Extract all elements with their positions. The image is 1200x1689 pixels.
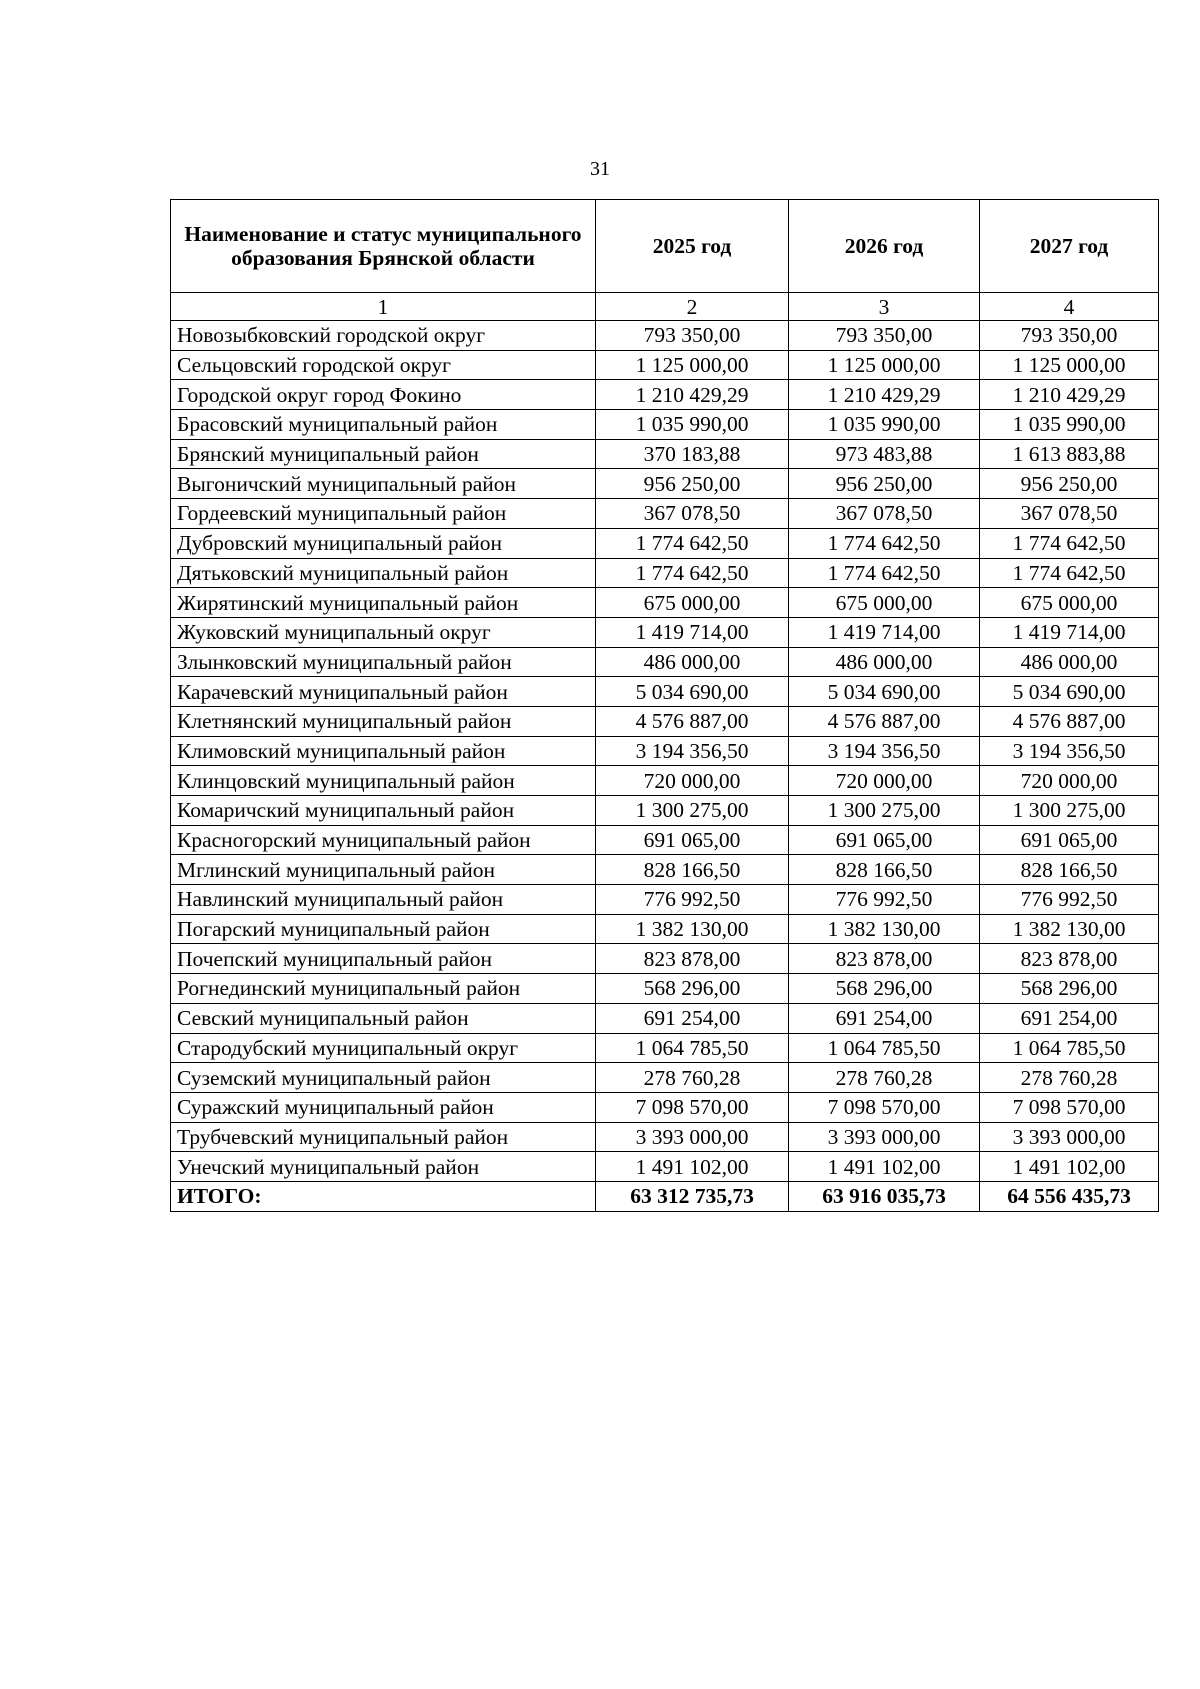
value-2025-cell: 1 064 785,50 <box>596 1033 789 1063</box>
table-row <box>171 1033 1159 1063</box>
value-2026-cell: 691 254,00 <box>789 1003 980 1033</box>
table-row <box>171 1152 1159 1182</box>
total-label: ИТОГО: <box>171 1181 596 1211</box>
value-2027-cell: 1 035 990,00 <box>980 410 1159 440</box>
value-2027-cell: 3 393 000,00 <box>980 1122 1159 1152</box>
value-2026-cell: 691 065,00 <box>789 825 980 855</box>
value-2027-cell: 1 300 275,00 <box>980 796 1159 826</box>
value-2026-cell: 1 125 000,00 <box>789 350 980 380</box>
municipality-cell: Клинцовский муниципальный район <box>171 766 596 796</box>
value-2027-cell: 1 774 642,50 <box>980 528 1159 558</box>
value-2027-cell: 691 254,00 <box>980 1003 1159 1033</box>
municipality-cell: Дятьковский муниципальный район <box>171 558 596 588</box>
value-2025-cell: 1 300 275,00 <box>596 796 789 826</box>
value-2026-cell: 956 250,00 <box>789 469 980 499</box>
table-row <box>171 588 1159 618</box>
municipality-cell: Жуковский муниципальный округ <box>171 617 596 647</box>
value-2025-cell: 7 098 570,00 <box>596 1092 789 1122</box>
header-municipality: Наименование и статус муниципального образования Брянской области <box>171 200 596 293</box>
value-2027-cell: 1 491 102,00 <box>980 1152 1159 1182</box>
value-2026-cell: 1 300 275,00 <box>789 796 980 826</box>
municipality-cell: Трубчевский муниципальный район <box>171 1122 596 1152</box>
value-2026-cell: 3 194 356,50 <box>789 736 980 766</box>
table-row <box>171 1122 1159 1152</box>
table-row <box>171 558 1159 588</box>
table-row <box>171 439 1159 469</box>
value-2026-cell: 793 350,00 <box>789 321 980 351</box>
value-2025-cell: 1 774 642,50 <box>596 558 789 588</box>
value-2026-cell: 568 296,00 <box>789 974 980 1004</box>
value-2027-cell: 1 125 000,00 <box>980 350 1159 380</box>
table-row <box>171 914 1159 944</box>
table-row <box>171 380 1159 410</box>
municipality-cell: Комаричский муниципальный район <box>171 796 596 826</box>
municipality-cell: Новозыбковский городской округ <box>171 321 596 351</box>
value-2027-cell: 691 065,00 <box>980 825 1159 855</box>
column-number: 2 <box>596 293 789 321</box>
municipality-cell: Красногорский муниципальный район <box>171 825 596 855</box>
municipality-cell: Злынковский муниципальный район <box>171 647 596 677</box>
municipality-cell: Суземский муниципальный район <box>171 1063 596 1093</box>
value-2026-cell: 5 034 690,00 <box>789 677 980 707</box>
value-2026-cell: 367 078,50 <box>789 499 980 529</box>
value-2027-cell: 4 576 887,00 <box>980 706 1159 736</box>
value-2025-cell: 4 576 887,00 <box>596 706 789 736</box>
table-row <box>171 766 1159 796</box>
value-2027-cell: 1 210 429,29 <box>980 380 1159 410</box>
header-2027: 2027 год <box>980 200 1159 293</box>
value-2027-cell: 776 992,50 <box>980 885 1159 915</box>
table-body <box>171 321 1159 1182</box>
value-2025-cell: 1 035 990,00 <box>596 410 789 440</box>
table-row <box>171 499 1159 529</box>
value-2025-cell: 823 878,00 <box>596 944 789 974</box>
value-2027-cell: 1 613 883,88 <box>980 439 1159 469</box>
value-2026-cell: 973 483,88 <box>789 439 980 469</box>
value-2027-cell: 486 000,00 <box>980 647 1159 677</box>
value-2025-cell: 1 774 642,50 <box>596 528 789 558</box>
municipality-cell: Дубровский муниципальный район <box>171 528 596 558</box>
table-row <box>171 647 1159 677</box>
table-row <box>171 736 1159 766</box>
table-row <box>171 796 1159 826</box>
municipality-cell: Унечский муниципальный район <box>171 1152 596 1182</box>
value-2025-cell: 568 296,00 <box>596 974 789 1004</box>
municipality-cell: Брасовский муниципальный район <box>171 410 596 440</box>
value-2027-cell: 956 250,00 <box>980 469 1159 499</box>
municipality-cell: Городской округ город Фокино <box>171 380 596 410</box>
municipality-cell: Почепский муниципальный район <box>171 944 596 974</box>
value-2026-cell: 3 393 000,00 <box>789 1122 980 1152</box>
value-2027-cell: 1 419 714,00 <box>980 617 1159 647</box>
total-2027: 64 556 435,73 <box>980 1181 1159 1211</box>
value-2027-cell: 7 098 570,00 <box>980 1092 1159 1122</box>
municipality-cell: Брянский муниципальный район <box>171 439 596 469</box>
value-2025-cell: 1 419 714,00 <box>596 617 789 647</box>
value-2025-cell: 1 382 130,00 <box>596 914 789 944</box>
municipality-cell: Мглинский муниципальный район <box>171 855 596 885</box>
value-2027-cell: 3 194 356,50 <box>980 736 1159 766</box>
column-number: 4 <box>980 293 1159 321</box>
table-header <box>171 200 1159 321</box>
value-2027-cell: 720 000,00 <box>980 766 1159 796</box>
value-2025-cell: 720 000,00 <box>596 766 789 796</box>
value-2026-cell: 1 035 990,00 <box>789 410 980 440</box>
total-2026: 63 916 035,73 <box>789 1181 980 1211</box>
table-row <box>171 469 1159 499</box>
value-2027-cell: 568 296,00 <box>980 974 1159 1004</box>
value-2026-cell: 486 000,00 <box>789 647 980 677</box>
page-number: 31 <box>590 158 610 180</box>
table-row <box>171 410 1159 440</box>
table-row <box>171 1003 1159 1033</box>
municipality-cell: Жирятинский муниципальный район <box>171 588 596 618</box>
value-2027-cell: 5 034 690,00 <box>980 677 1159 707</box>
value-2026-cell: 776 992,50 <box>789 885 980 915</box>
value-2026-cell: 7 098 570,00 <box>789 1092 980 1122</box>
value-2026-cell: 1 419 714,00 <box>789 617 980 647</box>
table-row <box>171 617 1159 647</box>
table-row <box>171 885 1159 915</box>
value-2026-cell: 1 491 102,00 <box>789 1152 980 1182</box>
header-row <box>171 200 1159 293</box>
table-row <box>171 1092 1159 1122</box>
value-2026-cell: 823 878,00 <box>789 944 980 974</box>
value-2027-cell: 1 382 130,00 <box>980 914 1159 944</box>
table-row <box>171 350 1159 380</box>
table-footer <box>171 1181 1159 1211</box>
value-2025-cell: 5 034 690,00 <box>596 677 789 707</box>
table-row <box>171 677 1159 707</box>
value-2027-cell: 675 000,00 <box>980 588 1159 618</box>
table-row <box>171 974 1159 1004</box>
value-2026-cell: 278 760,28 <box>789 1063 980 1093</box>
value-2025-cell: 370 183,88 <box>596 439 789 469</box>
value-2027-cell: 278 760,28 <box>980 1063 1159 1093</box>
table-row <box>171 944 1159 974</box>
value-2026-cell: 1 774 642,50 <box>789 558 980 588</box>
municipality-cell: Карачевский муниципальный район <box>171 677 596 707</box>
value-2025-cell: 691 065,00 <box>596 825 789 855</box>
value-2025-cell: 828 166,50 <box>596 855 789 885</box>
value-2025-cell: 793 350,00 <box>596 321 789 351</box>
municipality-cell: Стародубский муниципальный округ <box>171 1033 596 1063</box>
total-row <box>171 1181 1159 1211</box>
municipality-cell: Гордеевский муниципальный район <box>171 499 596 529</box>
value-2025-cell: 3 393 000,00 <box>596 1122 789 1152</box>
value-2026-cell: 1 774 642,50 <box>789 528 980 558</box>
value-2025-cell: 3 194 356,50 <box>596 736 789 766</box>
municipality-cell: Рогнединский муниципальный район <box>171 974 596 1004</box>
header-2025: 2025 год <box>596 200 789 293</box>
municipality-cell: Сельцовский городской округ <box>171 350 596 380</box>
value-2025-cell: 1 210 429,29 <box>596 380 789 410</box>
value-2025-cell: 675 000,00 <box>596 588 789 618</box>
table-row <box>171 825 1159 855</box>
municipality-cell: Выгоничский муниципальный район <box>171 469 596 499</box>
municipality-cell: Суражский муниципальный район <box>171 1092 596 1122</box>
value-2025-cell: 956 250,00 <box>596 469 789 499</box>
value-2027-cell: 823 878,00 <box>980 944 1159 974</box>
value-2026-cell: 828 166,50 <box>789 855 980 885</box>
table-row <box>171 1063 1159 1093</box>
value-2026-cell: 1 382 130,00 <box>789 914 980 944</box>
value-2025-cell: 367 078,50 <box>596 499 789 529</box>
municipality-cell: Клетнянский муниципальный район <box>171 706 596 736</box>
value-2025-cell: 691 254,00 <box>596 1003 789 1033</box>
value-2025-cell: 1 125 000,00 <box>596 350 789 380</box>
header-2026: 2026 год <box>789 200 980 293</box>
table-row <box>171 321 1159 351</box>
value-2026-cell: 720 000,00 <box>789 766 980 796</box>
municipality-cell: Навлинский муниципальный район <box>171 885 596 915</box>
table-row <box>171 855 1159 885</box>
total-2025: 63 312 735,73 <box>596 1181 789 1211</box>
value-2026-cell: 675 000,00 <box>789 588 980 618</box>
value-2027-cell: 1 064 785,50 <box>980 1033 1159 1063</box>
budget-table <box>170 199 1159 1212</box>
value-2027-cell: 828 166,50 <box>980 855 1159 885</box>
column-number-row <box>171 293 1159 321</box>
value-2027-cell: 1 774 642,50 <box>980 558 1159 588</box>
value-2025-cell: 486 000,00 <box>596 647 789 677</box>
value-2027-cell: 367 078,50 <box>980 499 1159 529</box>
value-2026-cell: 1 210 429,29 <box>789 380 980 410</box>
value-2026-cell: 4 576 887,00 <box>789 706 980 736</box>
municipality-cell: Севский муниципальный район <box>171 1003 596 1033</box>
value-2027-cell: 793 350,00 <box>980 321 1159 351</box>
table-row <box>171 706 1159 736</box>
column-number: 3 <box>789 293 980 321</box>
value-2026-cell: 1 064 785,50 <box>789 1033 980 1063</box>
municipality-cell: Климовский муниципальный район <box>171 736 596 766</box>
municipality-cell: Погарский муниципальный район <box>171 914 596 944</box>
value-2025-cell: 1 491 102,00 <box>596 1152 789 1182</box>
table-row <box>171 528 1159 558</box>
value-2025-cell: 776 992,50 <box>596 885 789 915</box>
value-2025-cell: 278 760,28 <box>596 1063 789 1093</box>
column-number: 1 <box>171 293 596 321</box>
